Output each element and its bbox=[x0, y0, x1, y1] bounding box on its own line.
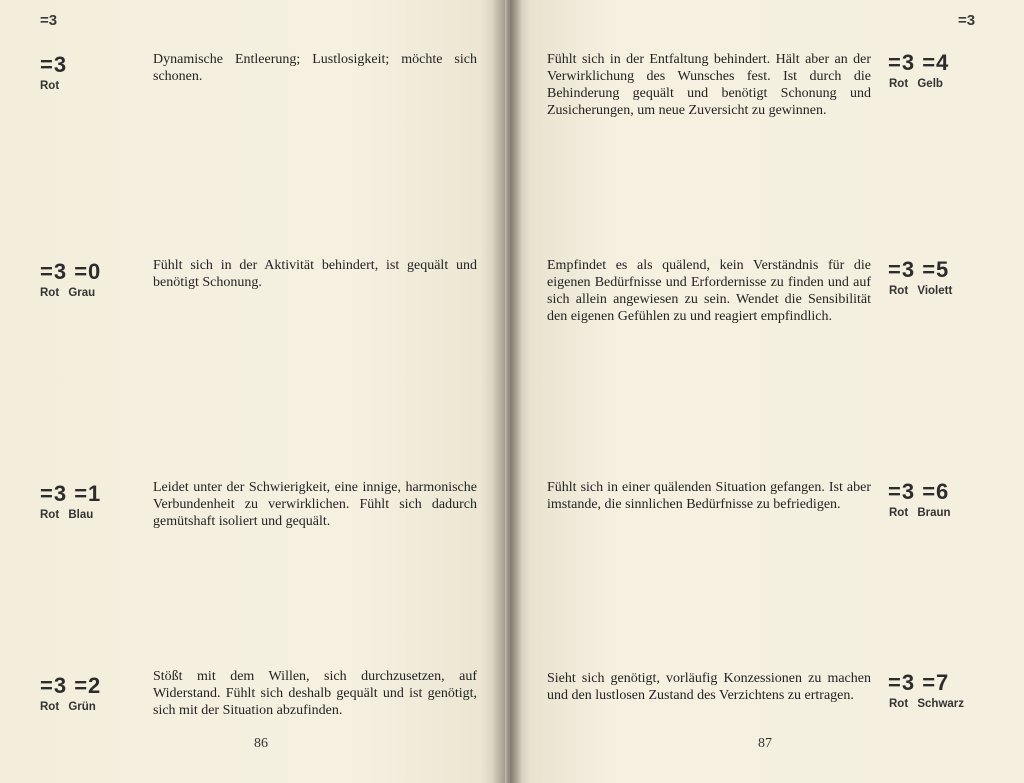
color-code: =3 =0 bbox=[40, 259, 102, 284]
running-head: =3 bbox=[958, 12, 976, 29]
entry-text: Fühlt sich in der Entfaltung behindert. Hält aber an der Verwirklichung des Wunsches fest. Ist durch die Behinderung gequält und benötigt Schonung und Zusicherungen, um neue Zuversicht zu gewinnen. bbox=[547, 52, 871, 118]
entry-text: Empfindet es als quälend, kein Verständnis für die eigenen Bedürfnisse und Erfordernisse zu finden und auf sich allein angewiesen zu sein. Wendet die Sensibilität den eigenen Gefühlen zu und reagiert empfindlich. bbox=[547, 258, 871, 324]
color-code-label: Rot Violett bbox=[889, 285, 953, 297]
running-head: =3 bbox=[40, 12, 58, 29]
color-code-label: Rot Grau bbox=[40, 287, 96, 299]
color-code: =3 =4 bbox=[888, 50, 950, 75]
color-code-label: Rot Blau bbox=[40, 509, 94, 521]
entry-text: Leidet unter der Schwierigkeit, eine innige, harmonische Verbundenheit zu verwirklichen. Fühlt sich dadurch gemütshaft isoliert und gequält. bbox=[153, 480, 477, 529]
color-code: =3 =7 bbox=[888, 670, 950, 695]
left-page bbox=[0, 0, 505, 783]
entry-text: Dynamische Entleerung; Lustlosigkeit; möchte sich schonen. bbox=[153, 52, 477, 84]
color-code: =3 =5 bbox=[888, 257, 950, 282]
color-code-label: Rot bbox=[40, 80, 60, 92]
color-code: =3 bbox=[40, 52, 68, 77]
color-code-label: Rot Grün bbox=[40, 701, 96, 713]
page-number: 86 bbox=[254, 736, 268, 751]
color-code-label: Rot Braun bbox=[889, 507, 951, 519]
color-code: =3 =2 bbox=[40, 673, 102, 698]
color-code: =3 =6 bbox=[888, 479, 950, 504]
color-code-label: Rot Schwarz bbox=[889, 698, 965, 710]
entry-text: Sieht sich genötigt, vorläufig Konzessionen zu machen und den lustlosen Zustand des Verzichtens zu ertragen. bbox=[547, 671, 871, 703]
entry-text: Fühlt sich in einer quälenden Situation gefangen. Ist aber imstande, die sinnlichen Bedürfnisse zu befriedigen. bbox=[547, 480, 871, 512]
book-gutter bbox=[492, 0, 522, 783]
color-code-label: Rot Gelb bbox=[889, 78, 943, 90]
right-page bbox=[510, 0, 1024, 783]
page-number: 87 bbox=[758, 736, 772, 751]
entry-text: Stößt mit dem Willen, sich durchzusetzen, auf Widerstand. Fühlt sich deshalb gequält und ist genötigt, sich mit der Situation abzufinden. bbox=[153, 669, 477, 718]
color-code: =3 =1 bbox=[40, 481, 102, 506]
entry-text: Fühlt sich in der Aktivität behindert, ist gequält und benötigt Schonung. bbox=[153, 258, 477, 290]
